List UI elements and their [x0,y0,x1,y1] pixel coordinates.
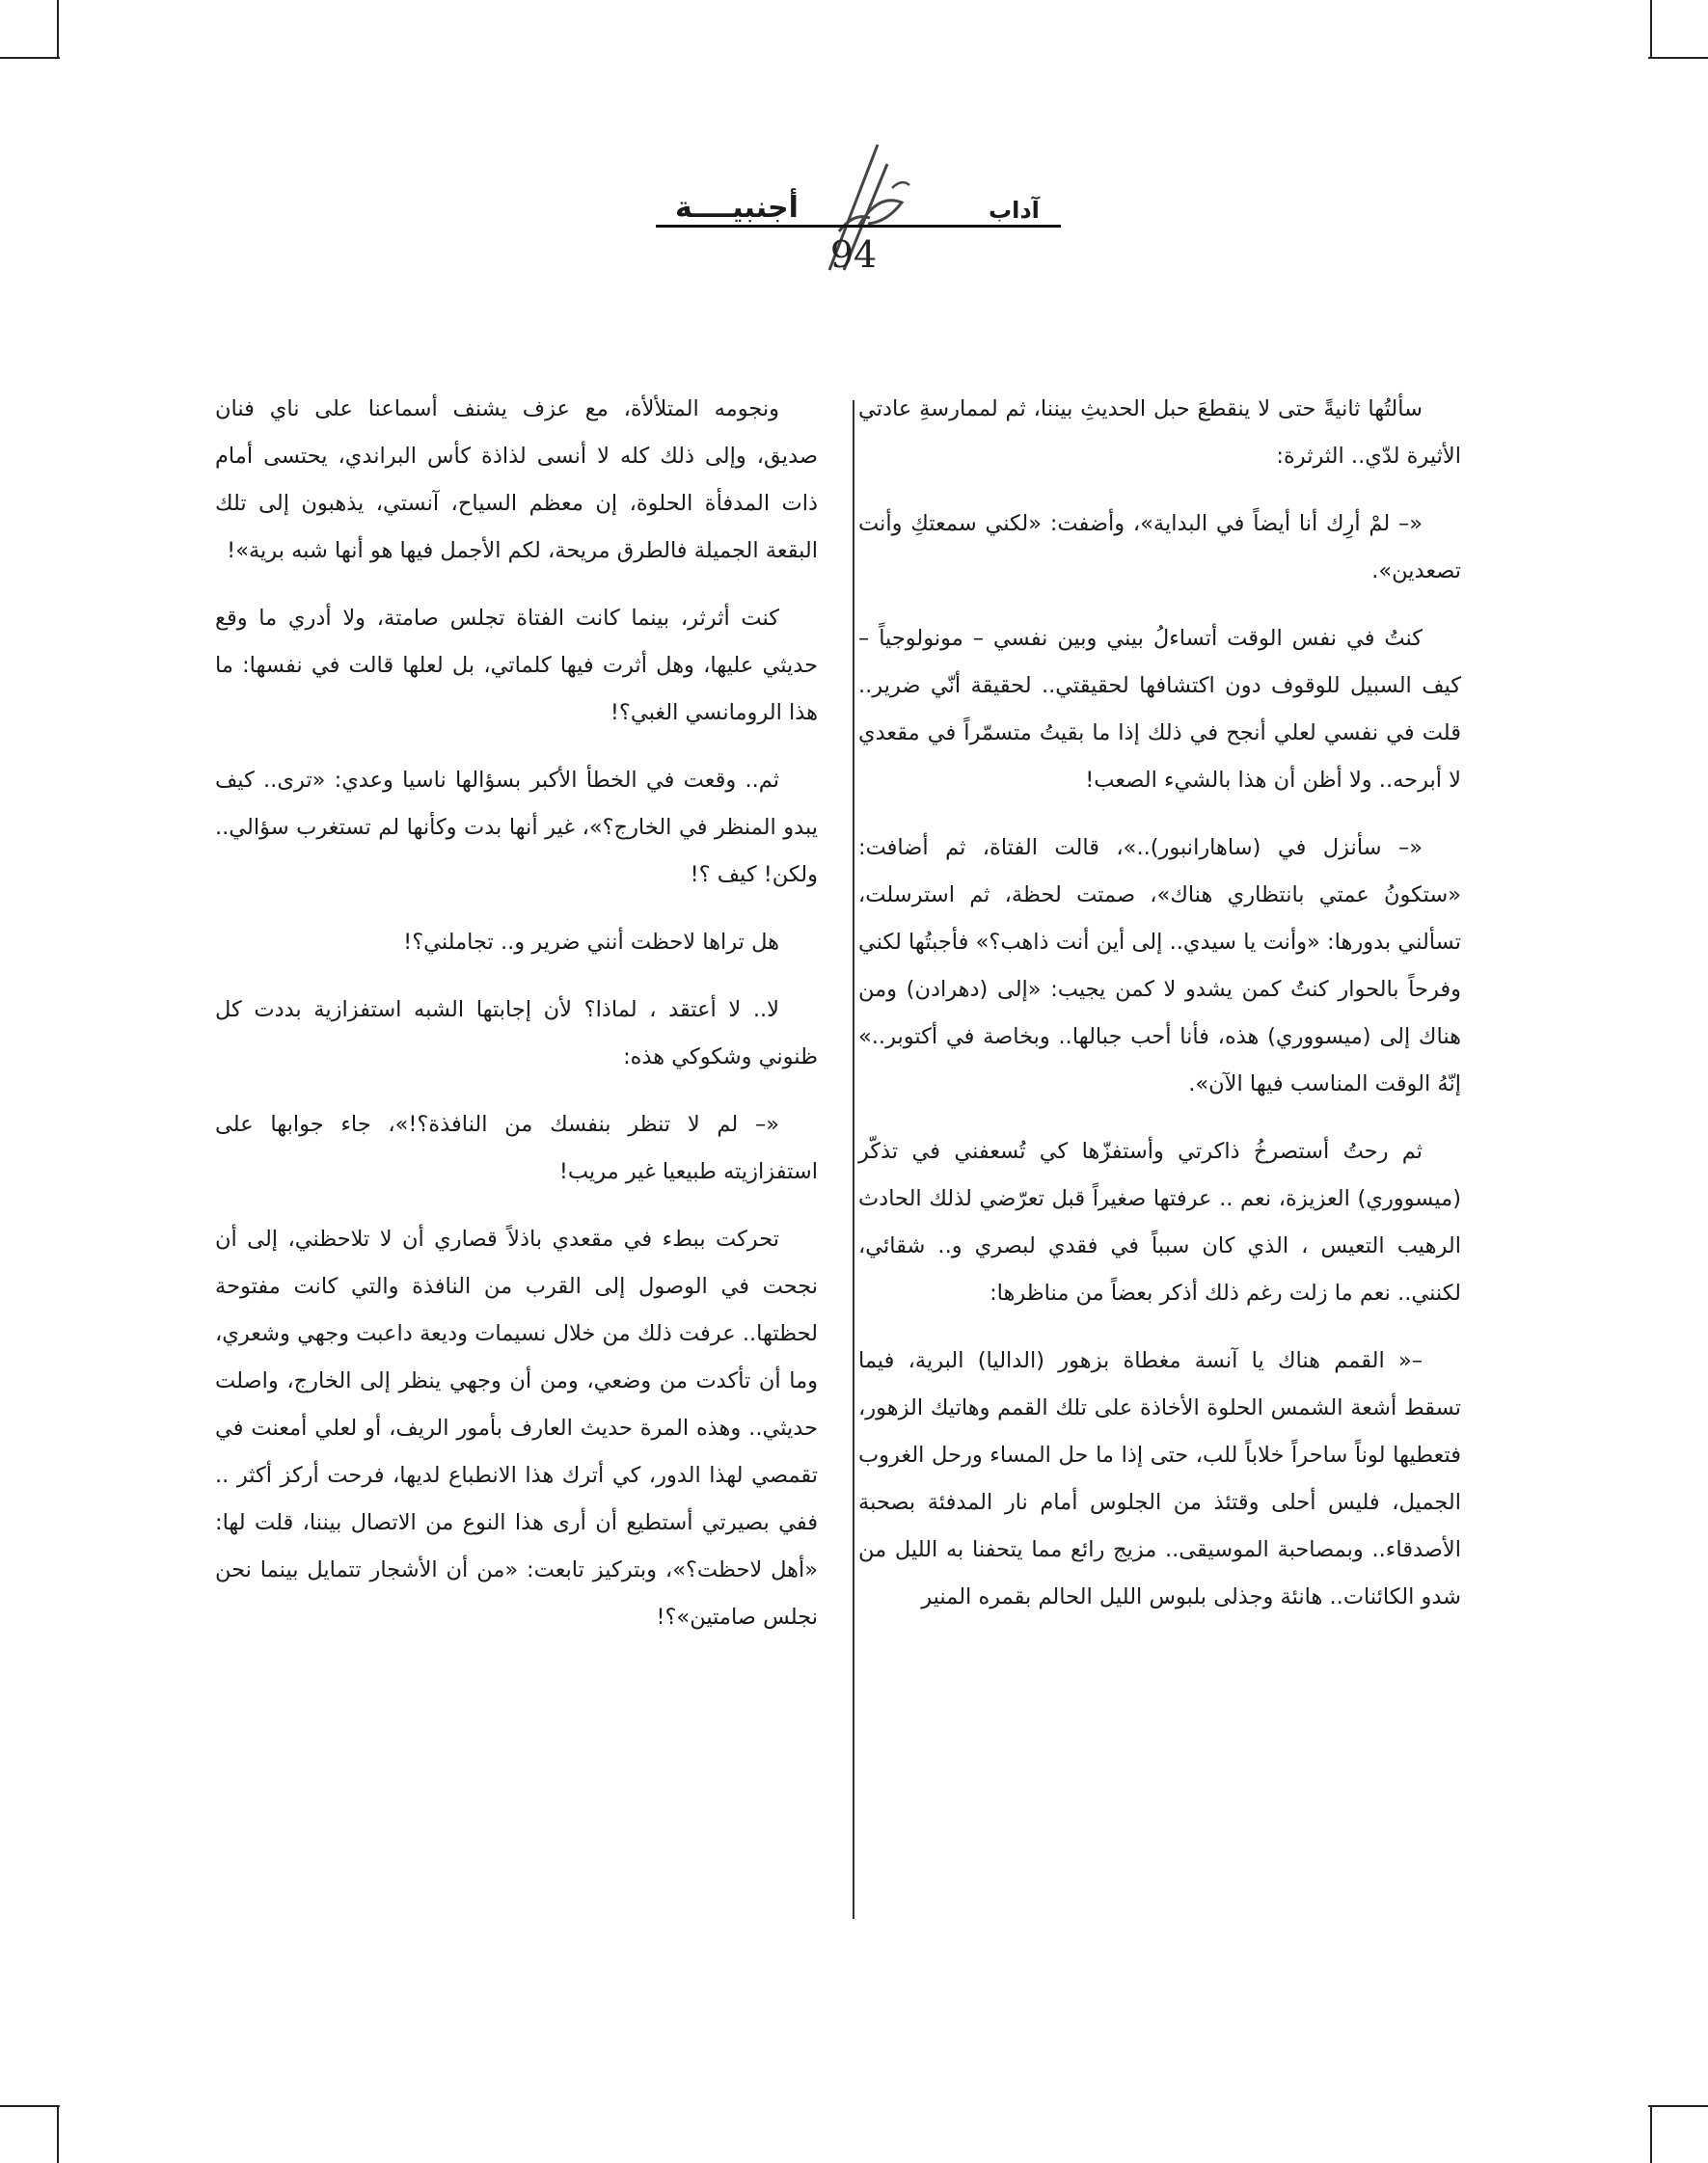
crop-mark [0,57,60,59]
crop-mark [1648,57,1708,59]
section-title: أجنبيــــة [675,191,799,225]
paragraph: ثم رحتُ أستصرخُ ذاكرتي وأستفزّها كي تُسعفني في تذكّر (ميسووري) العزيزة، نعم .. عرفتها صغيراً قبل تعرّضي لذلك الحادث الرهيب التعيس ، الذي كان سبباً في فقدي لبصري و.. شقائي، لكنني.. نعم ما زلت رغم ذلك أذكر بعضاً من مناظرها: [858,1139,1461,1306]
crop-mark [1648,2105,1708,2107]
text-column-right [858,386,1461,1641]
paragraph: ونجومه المتلألأة، مع عزف يشنف أسماعنا على ناي فنان صديق، وإلى ذلك كله لا أنسى لذاذة كأس البراندي، يحتسى أمام ذات المدفأة الحلوة، إن معظم السياح، آنستي، يذهبون إلى تلك البقعة الجميلة فالطرق مريحة، لكم الأجمل فيها هو أنها شبه برية»! [215,396,818,563]
crop-mark [1650,0,1652,58]
paragraph: كنت أثرثر، بينما كانت الفتاة تجلس صامتة، ولا أدري ما وقع حديثي عليها، وهل أثرت فيها كلماتي، بل لعلها قالت في نفسها: ما هذا الرومانسي الغبي؟! [215,606,818,725]
crop-mark [57,0,59,58]
page-number: 94 [829,233,878,276]
paragraph: سألتُها ثانيةً حتى لا ينقطعَ حبل الحديثِ بيننا، ثم لممارسةِ عادتي الأثيرة لدّي.. الثرثرة: [858,396,1461,469]
paragraph: «– لم لا تنظر بنفسك من النافذة؟!»، جاء جوابها على استفزازيته طبيعيا غير مريب! [215,1112,818,1184]
text-column-left [215,386,818,1662]
header-rule [656,225,1061,228]
paragraph: هل تراها لاحظت أنني ضرير و.. تجاملني؟! [403,930,779,955]
column-divider [853,400,854,1919]
paragraph: كنتُ في نفس الوقت أتساءلُ بيني وبين نفسي – مونولوجياً – كيف السبيل للوقوف دون اكتشافها لحقيقتي.. لحقيقة أنّي ضرير.. قلت في نفسي لعلي أنجح في ذلك إذا ما بقيتُ متسمّراً في مقعدي لا أبرحه.. ولا أظن أن هذا بالشيء الصعب! [858,626,1461,793]
section-category: آداب [989,197,1040,224]
paragraph: «– سأنزل في (ساهارانبور)..»، قالت الفتاة، ثم أضافت: «ستكونُ عمتي بانتظاري هناك»، صمتت لحظة، ثم استرسلت، تسألني بدورها: «وأنت يا سيدي.. إلى أين أنت ذاهب؟» فأجبتُها لكني وفرحاً بالحوار كنتُ كمن يشدو لا كمن يجيب: «إلى (دهرادن) ومن هناك إلى (ميسووري) هذه، فأنا أحب جبالها.. وبخاصة في أكتوبر..» إنّهُ الوقت المناسب فيها الآن». [858,835,1461,1096]
paragraph: لا.. لا أعتقد ، لماذا؟ لأن إجابتها الشبه استفزازية بددت كل ظنوني وشكوكي هذه: [215,997,818,1069]
crop-mark [0,2105,60,2107]
paragraph: –« القمم هناك يا آنسة مغطاة بزهور (الداليا) البرية، فيما تسقط أشعة الشمس الحلوة الأخاذة على تلك القمم وهاتيك الزهور، فتعطيها لوناً ساحراً خلاباً للب، حتى إذا ما حل المساء ورحل الغروب الجميل، فليس أحلى وقتئذ من الجلوس أمام نار المدفئة بصحبة الأصدقاء.. وبمصاحبة الموسيقى.. مزيج رائع مما يتحفنا به الليل من شدو الكائنات.. هانئة وجذلى بلبوس الليل الحالم بقمره المنير [858,1348,1461,1609]
paragraph: ثم.. وقعت في الخطأ الأكبر بسؤالها ناسيا وعدي: «ترى.. كيف يبدو المنظر في الخارج؟»، غير أنها بدت وكأنها لم تستغرب سؤالي.. ولكن! كيف ؟! [215,768,818,887]
paragraph: تحركت ببطء في مقعدي باذلاً قصاري أن لا تلاحظني، إلى أن نجحت في الوصول إلى القرب من النافذة والتي كانت مفتوحة لحظتها.. عرفت ذلك من خلال نسيمات وديعة داعبت وجهي وشعري، وما أن تأكدت من وضعي، ومن أن وجهي ينظر إلى الخارج، واصلت حديثي.. وهذه المرة حديث العارف بأمور الريف، أو لعلي أمعنت في تقمصي لهذا الدور، كي أترك هذا الانطباع لديها، فرحت أركز أكثر .. ففي بصيرتي أستطيع أن أرى هذا النوع من الاتصال بيننا، قلت لها: «أهل لاحظت؟»، وبتركيز تابعت: «من أن الأشجار تتمايل بينما نحن نجلس صامتين»؟! [215,1227,818,1630]
paragraph: «– لمْ أرِك أنا أيضاً في البداية»، وأضفت: «لكني سمعتكِ وأنت تصعدين». [858,511,1461,583]
crop-mark [57,2105,59,2163]
crop-mark [1650,2105,1652,2163]
